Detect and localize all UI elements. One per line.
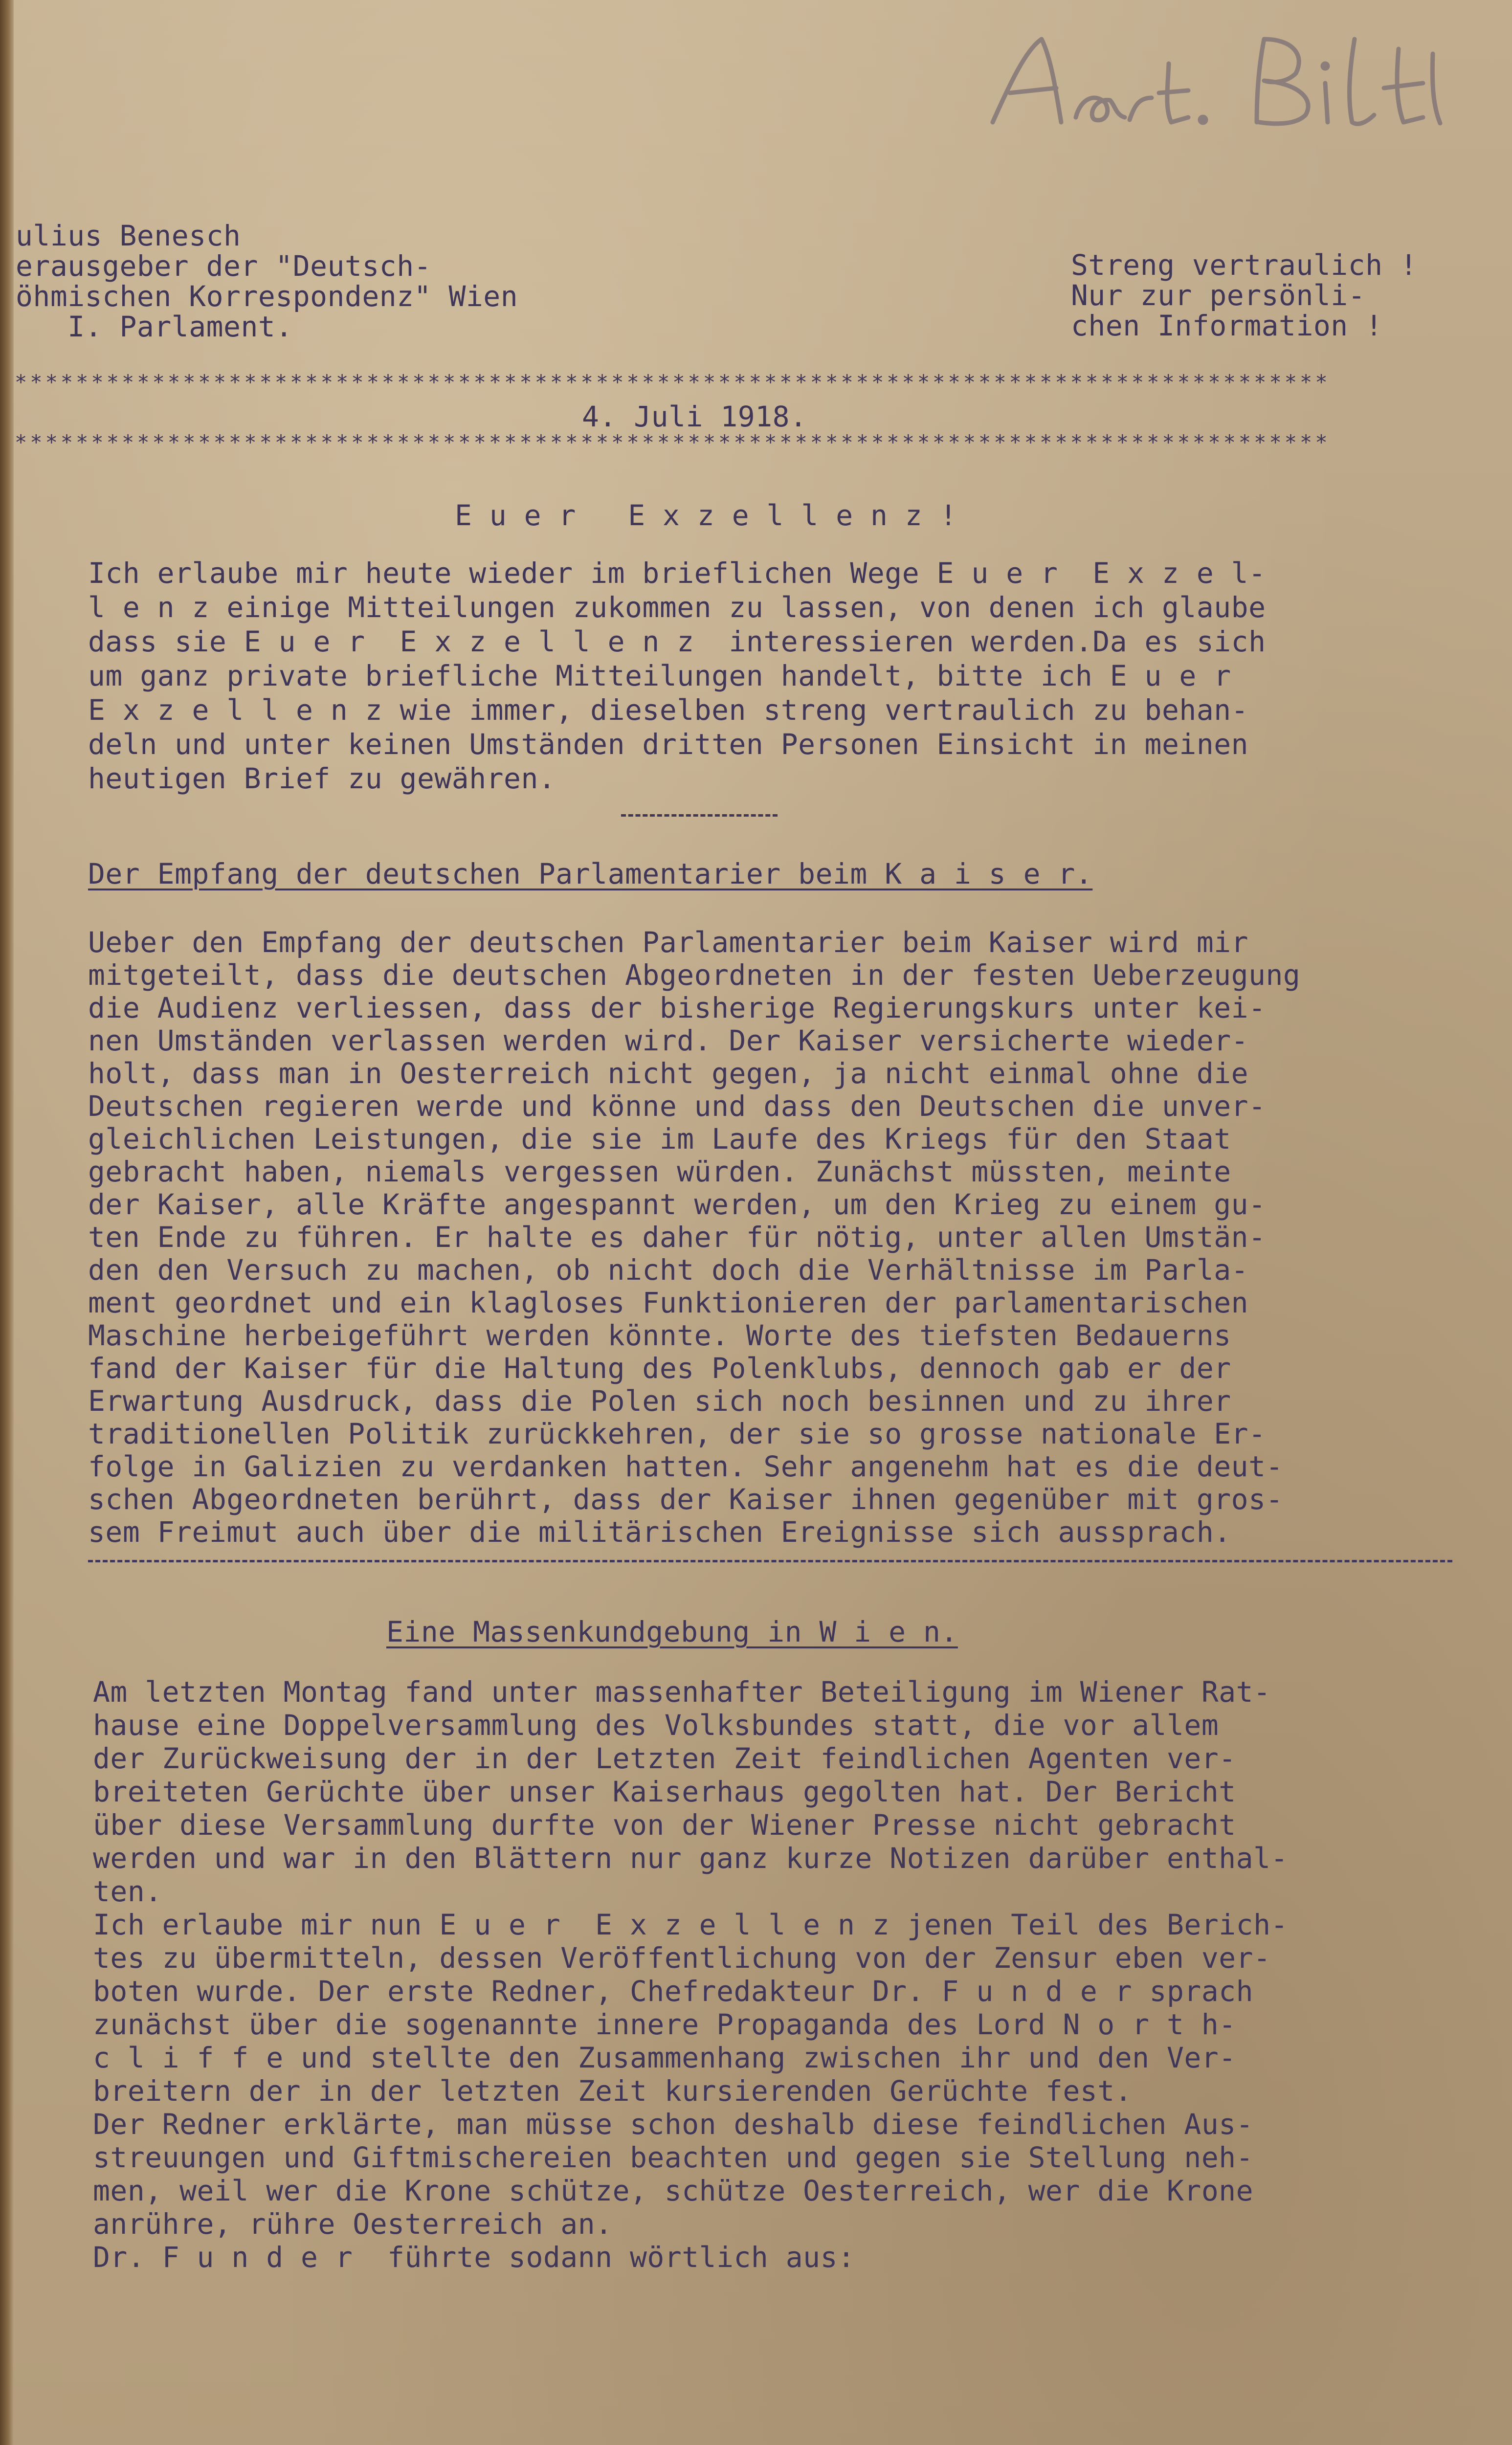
section1-line-2: mitgeteilt, dass die deutschen Abgeordneten in der festen Ueberzeugung <box>88 958 1301 992</box>
section2-line-8: Ich erlaube mir nun E u e r E x z e l l e n z jenen Teil des Berich- <box>93 1908 1288 1941</box>
salutation: E u e r E x z e l l e n z ! <box>455 499 957 532</box>
sender-line-1: ulius Benesch <box>16 219 241 252</box>
section2-line-7: ten. <box>93 1875 162 1908</box>
section2-line-5: über diese Versammlung durfte von der Wiener Presse nicht gebracht <box>93 1808 1236 1842</box>
section1-line-1: Ueber den Empfang der deutschen Parlamentarier beim Kaiser wird mir <box>88 926 1249 959</box>
section2-line-4: breiteten Gerüchte über unser Kaiserhaus gegolten hat. Der Bericht <box>93 1775 1236 1808</box>
intro-line-1: Ich erlaube mir heute wieder im brieflichen Wege E u e r E x z e l- <box>88 556 1266 590</box>
section1-heading: Der Empfang der deutschen Parlamentarier beim K a i s e r. <box>88 857 1093 890</box>
confidential-line-2: Nur zur persönli- <box>1071 279 1366 312</box>
section2-line-11: zunächst über die sogenannte innere Propaganda des Lord N o r t h- <box>93 2008 1236 2041</box>
section2-line-1: Am letzten Montag fand unter massenhafter Beteiligung im Wiener Rat- <box>93 1675 1271 1709</box>
section2-line-9: tes zu übermitteln, dessen Veröffentlichung von der Zensur eben ver- <box>93 1941 1271 1975</box>
letter-date: 4. Juli 1918. <box>582 400 807 433</box>
section2-line-2: hause eine Doppelversammlung des Volksbundes statt, die vor allem <box>93 1709 1219 1742</box>
star-separator-bottom: ************************************************************************************** <box>15 433 1331 452</box>
section1-line-9: der Kaiser, alle Kräfte angespannt werden, um den Krieg zu einem gu- <box>88 1188 1266 1221</box>
intro-line-4: um ganz private briefliche Mitteilungen handelt, bitte ich E u e r <box>88 659 1231 692</box>
sender-line-3: öhmischen Korrespondenz" Wien <box>16 280 518 313</box>
handwritten-signature <box>983 20 1487 147</box>
section2-line-18: Dr. F u n d e r führte sodann wörtlich aus: <box>93 2241 855 2274</box>
section1-line-19: sem Freimut auch über die militärischen Ereignisse sich aussprach. <box>88 1515 1231 1549</box>
intro-line-2: l e n z einige Mitteilungen zukommen zu lassen, von denen ich glaube <box>88 591 1266 624</box>
section1-line-14: fand der Kaiser für die Haltung des Polenklubs, dennoch gab er der <box>88 1352 1231 1385</box>
section1-line-17: folge in Galizien zu verdanken hatten. Sehr angenehm hat es die deut- <box>88 1450 1283 1483</box>
confidential-line-1: Streng vertraulich ! <box>1071 248 1418 282</box>
intro-line-3: dass sie E u e r E x z e l l e n z interessieren werden.Da es sich <box>88 625 1266 658</box>
section1-line-10: ten Ende zu führen. Er halte es daher für nötig, unter allen Umstän- <box>88 1221 1266 1254</box>
section2-line-15: streuungen und Giftmischereien beachten und gegen sie Stellung neh- <box>93 2141 1254 2174</box>
section1-line-11: den den Versuch zu machen, ob nicht doch die Verhältnisse im Parla- <box>88 1253 1249 1287</box>
binding-edge <box>0 0 14 2445</box>
section2-heading: Eine Massenkundgebung in W i e n. <box>386 1615 958 1648</box>
intro-line-6: deln und unter keinen Umständen dritten Personen Einsicht in meinen <box>88 728 1249 761</box>
section2-line-14: Der Redner erklärte, man müsse schon deshalb diese feindlichen Aus- <box>93 2108 1254 2141</box>
section2-line-10: boten wurde. Der erste Redner, Chefredakteur Dr. F u n d e r sprach <box>93 1975 1254 2008</box>
sender-line-4: I. Parlament. <box>16 310 293 343</box>
section2-line-6: werden und war in den Blättern nur ganz kurze Notizen darüber enthal- <box>93 1842 1288 1875</box>
section1-line-15: Erwartung Ausdruck, dass die Polen sich noch besinnen und zu ihrer <box>88 1384 1231 1418</box>
section1-line-16: traditionellen Politik zurückkehren, der sie so grosse nationale Er- <box>88 1417 1266 1450</box>
short-divider <box>621 814 778 817</box>
section2-line-17: anrühre, rühre Oesterreich an. <box>93 2207 613 2241</box>
intro-line-7: heutigen Brief zu gewähren. <box>88 762 556 795</box>
section1-end-rule <box>88 1560 1452 1562</box>
section1-line-7: gleichlichen Leistungen, die sie im Laufe des Kriegs für den Staat <box>88 1122 1231 1156</box>
section1-line-13: Maschine herbeigeführt werden könnte. Worte des tiefsten Bedauerns <box>88 1319 1231 1352</box>
section1-line-3: die Audienz verliessen, dass der bisherige Regierungskurs unter kei- <box>88 991 1266 1024</box>
section2-line-12: c l i f f e und stellte den Zusammenhang zwischen ihr und den Ver- <box>93 2041 1236 2074</box>
section1-line-18: schen Abgeordneten berührt, dass der Kaiser ihnen gegenüber mit gros- <box>88 1483 1283 1516</box>
section1-line-12: ment geordnet und ein klagloses Funktionieren der parlamentarischen <box>88 1286 1249 1319</box>
section2-line-3: der Zurückweisung der in der Letzten Zeit feindlichen Agenten ver- <box>93 1742 1236 1775</box>
sender-line-2: erausgeber der "Deutsch- <box>16 249 432 283</box>
section2-line-13: breitern der in der letzten Zeit kursierenden Gerüchte fest. <box>93 2074 1133 2108</box>
section1-line-6: Deutschen regieren werde und könne und dass den Deutschen die unver- <box>88 1089 1266 1123</box>
section1-line-5: holt, dass man in Oesterreich nicht gegen, ja nicht einmal ohne die <box>88 1057 1249 1090</box>
section1-line-4: nen Umständen verlassen werden wird. Der Kaiser versicherte wieder- <box>88 1024 1249 1057</box>
section2-line-16: men, weil wer die Krone schütze, schütze Oesterreich, wer die Krone <box>93 2174 1254 2207</box>
star-separator-top: ************************************************************************************** <box>15 373 1331 392</box>
section1-line-8: gebracht haben, niemals vergessen würden. Zunächst müssten, meinte <box>88 1155 1231 1188</box>
confidential-line-3: chen Information ! <box>1071 309 1383 342</box>
intro-line-5: E x z e l l e n z wie immer, dieselben streng vertraulich zu behan- <box>88 693 1249 727</box>
